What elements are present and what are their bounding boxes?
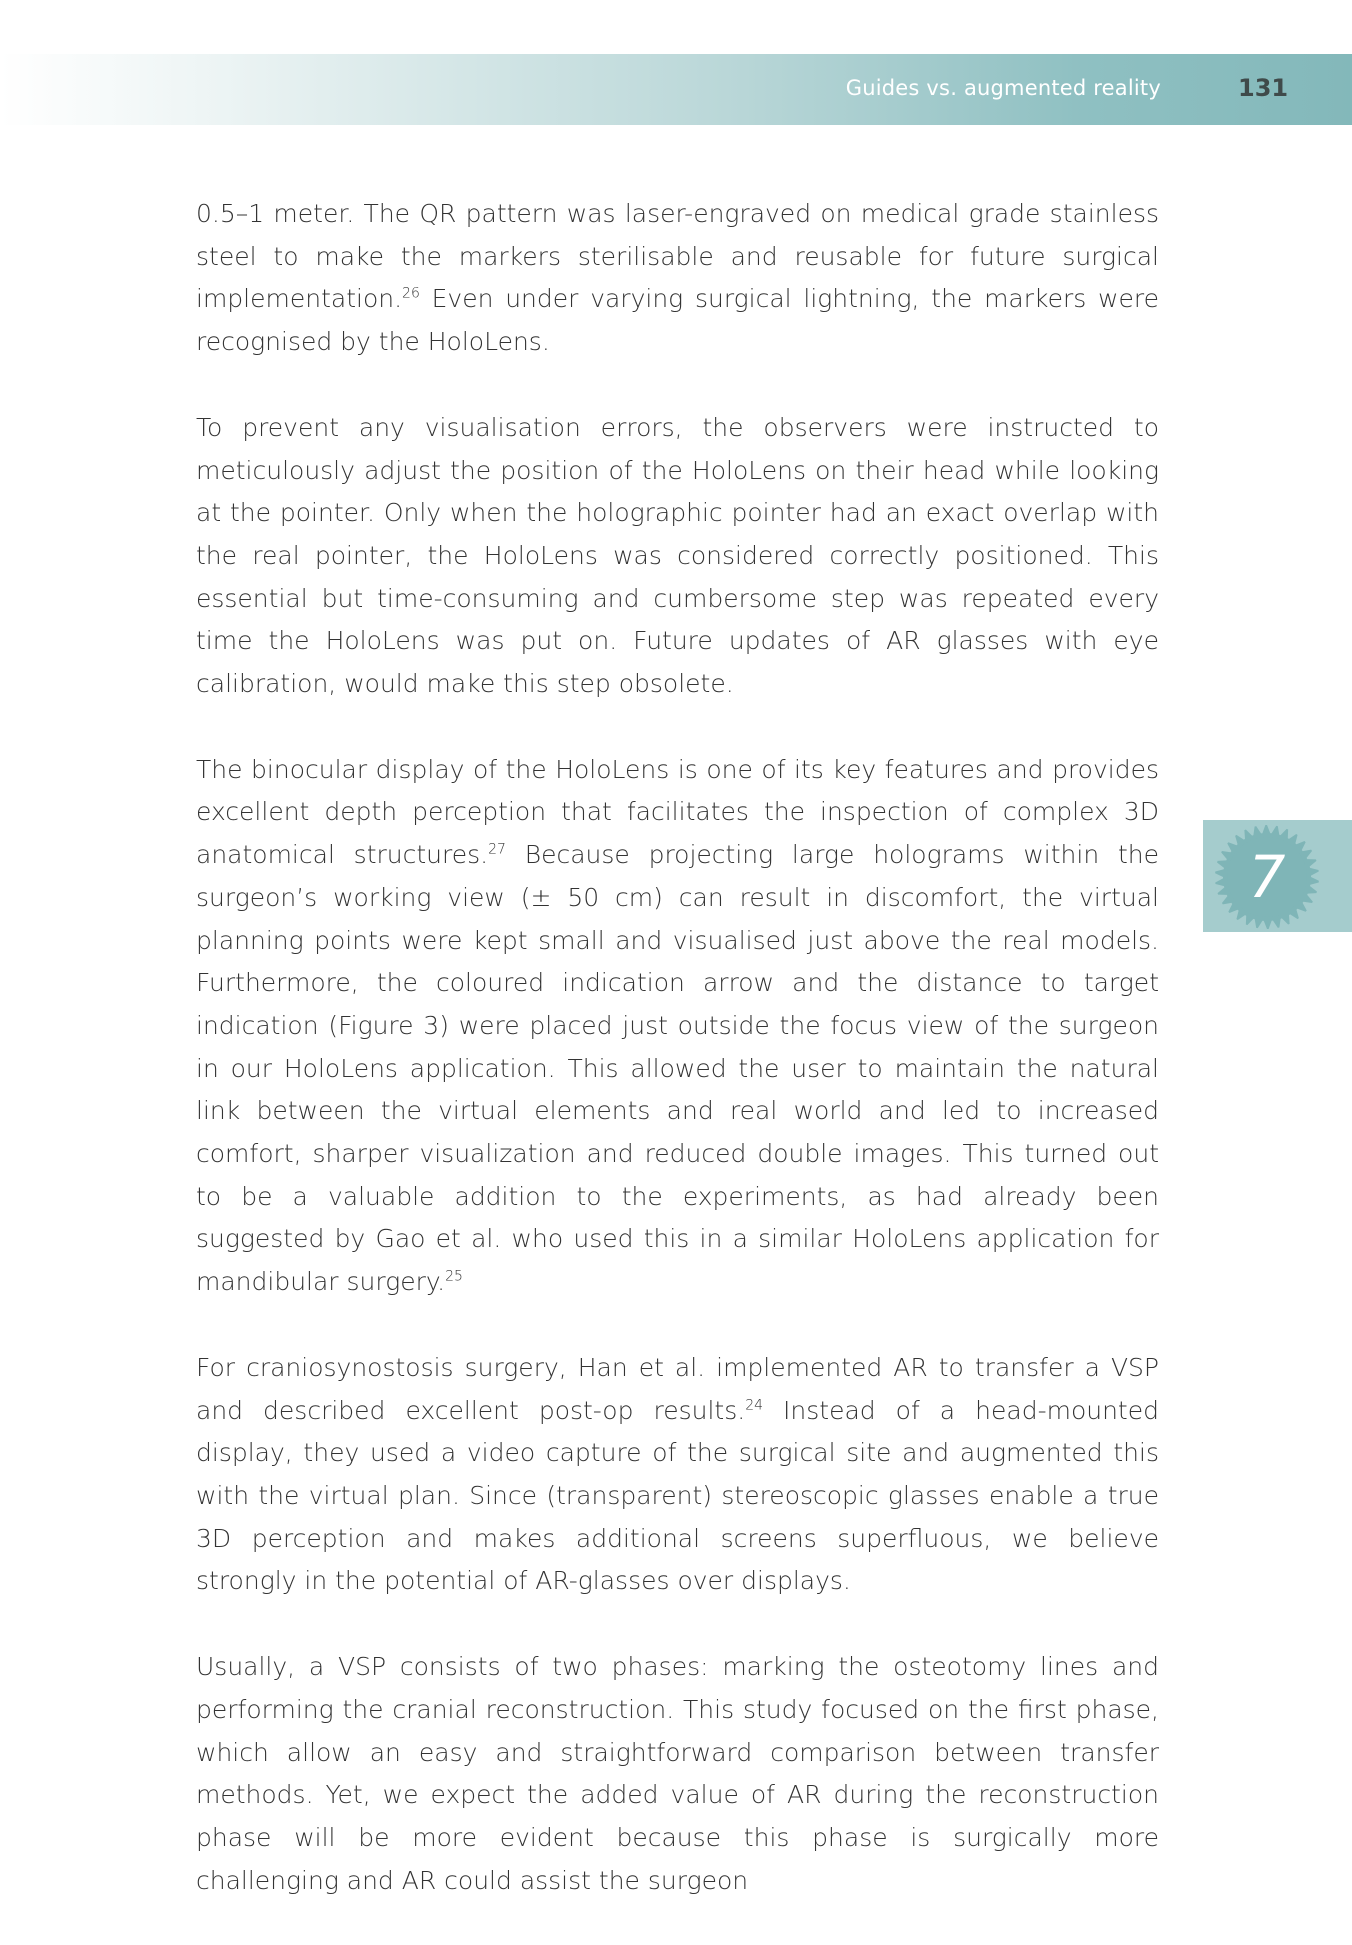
paragraph [196, 193, 1159, 364]
page-number: 131 [1238, 74, 1289, 102]
paragraph-text: For craniosynostosis surgery, Han et al. implemented AR to transfer a VSP and described excellent post-op results. [196, 1352, 1159, 1425]
paragraph [196, 1347, 1159, 1603]
paragraph [196, 407, 1159, 706]
paragraph [196, 749, 1159, 1304]
citation-superscript: 27 [488, 841, 506, 858]
paragraph-text: Because projecting large holograms within the surgeon’s working view (± 50 cm) can result in discomfort, the virtual planning points were kept small and visualised just above the real models. Furthermore, the coloured indication arrow and the distance to target indication (Figure 3) were placed just outside the focus view of the surgeon in our HoloLens application. This allowed the user to maintain the natural link between the virtual elements and real world and led to increased comfort, sharper visualization and reduced double images. This turned out to be a valuable addition to the experiments, as had already been suggested by Gao et al. who used this in a similar HoloLens application for mandibular surgery. [196, 840, 1159, 1297]
paragraph-text: Even under varying surgical lightning, the markers were recognised by the HoloLens. [196, 284, 1159, 357]
chapter-gear-icon [1213, 823, 1321, 931]
paragraph-text: The binocular display of the HoloLens is one of its key features and provides excellent depth perception that facilitates the inspection of complex 3D anatomical structures. [196, 754, 1159, 870]
paragraph-text: 0.5–1 meter. The QR pattern was laser-engraved on medical grade stainless steel to make the markers sterilisable and reusable for future surgical implementation. [196, 199, 1159, 314]
citation-superscript: 26 [402, 286, 420, 303]
citation-superscript: 25 [445, 1268, 463, 1285]
paragraph-text: Instead of a head-mounted display, they used a video capture of the surgical site and augmented this with the virtual plan. Since (transparent) stereoscopic glasses enable a true 3D perception and makes additional screens superfluous, we believe strongly in the potential of AR-glasses over displays. [196, 1395, 1159, 1596]
paragraph [196, 1646, 1159, 1902]
citation-superscript: 24 [745, 1397, 764, 1414]
body-text [196, 193, 1159, 1945]
paragraph-text: Usually, a VSP consists of two phases: marking the osteotomy lines and performing the cranial reconstruction. This study focused on the first phase, which allow an easy and straightforward comparison between transfer methods. Yet, we expect the added value of AR during the reconstruction phase will be more evident because this phase is surgically more challenging and AR could assist the surgeon [196, 1652, 1159, 1895]
running-header-title: Guides vs. augmented reality [845, 76, 1161, 100]
chapter-number: 7 [1248, 843, 1286, 911]
paragraph-text: To prevent any visualisation errors, the observers were instructed to meticulously adjust the position of the HoloLens on their head while looking at the pointer. Only when the holographic pointer had an exact overlap with the real pointer, the HoloLens was considered correctly positioned. This essential but time-consuming and cumbersome step was repeated every time the HoloLens was put on. Future updates of AR glasses with eye calibration, would make this step obsolete. [196, 412, 1159, 699]
